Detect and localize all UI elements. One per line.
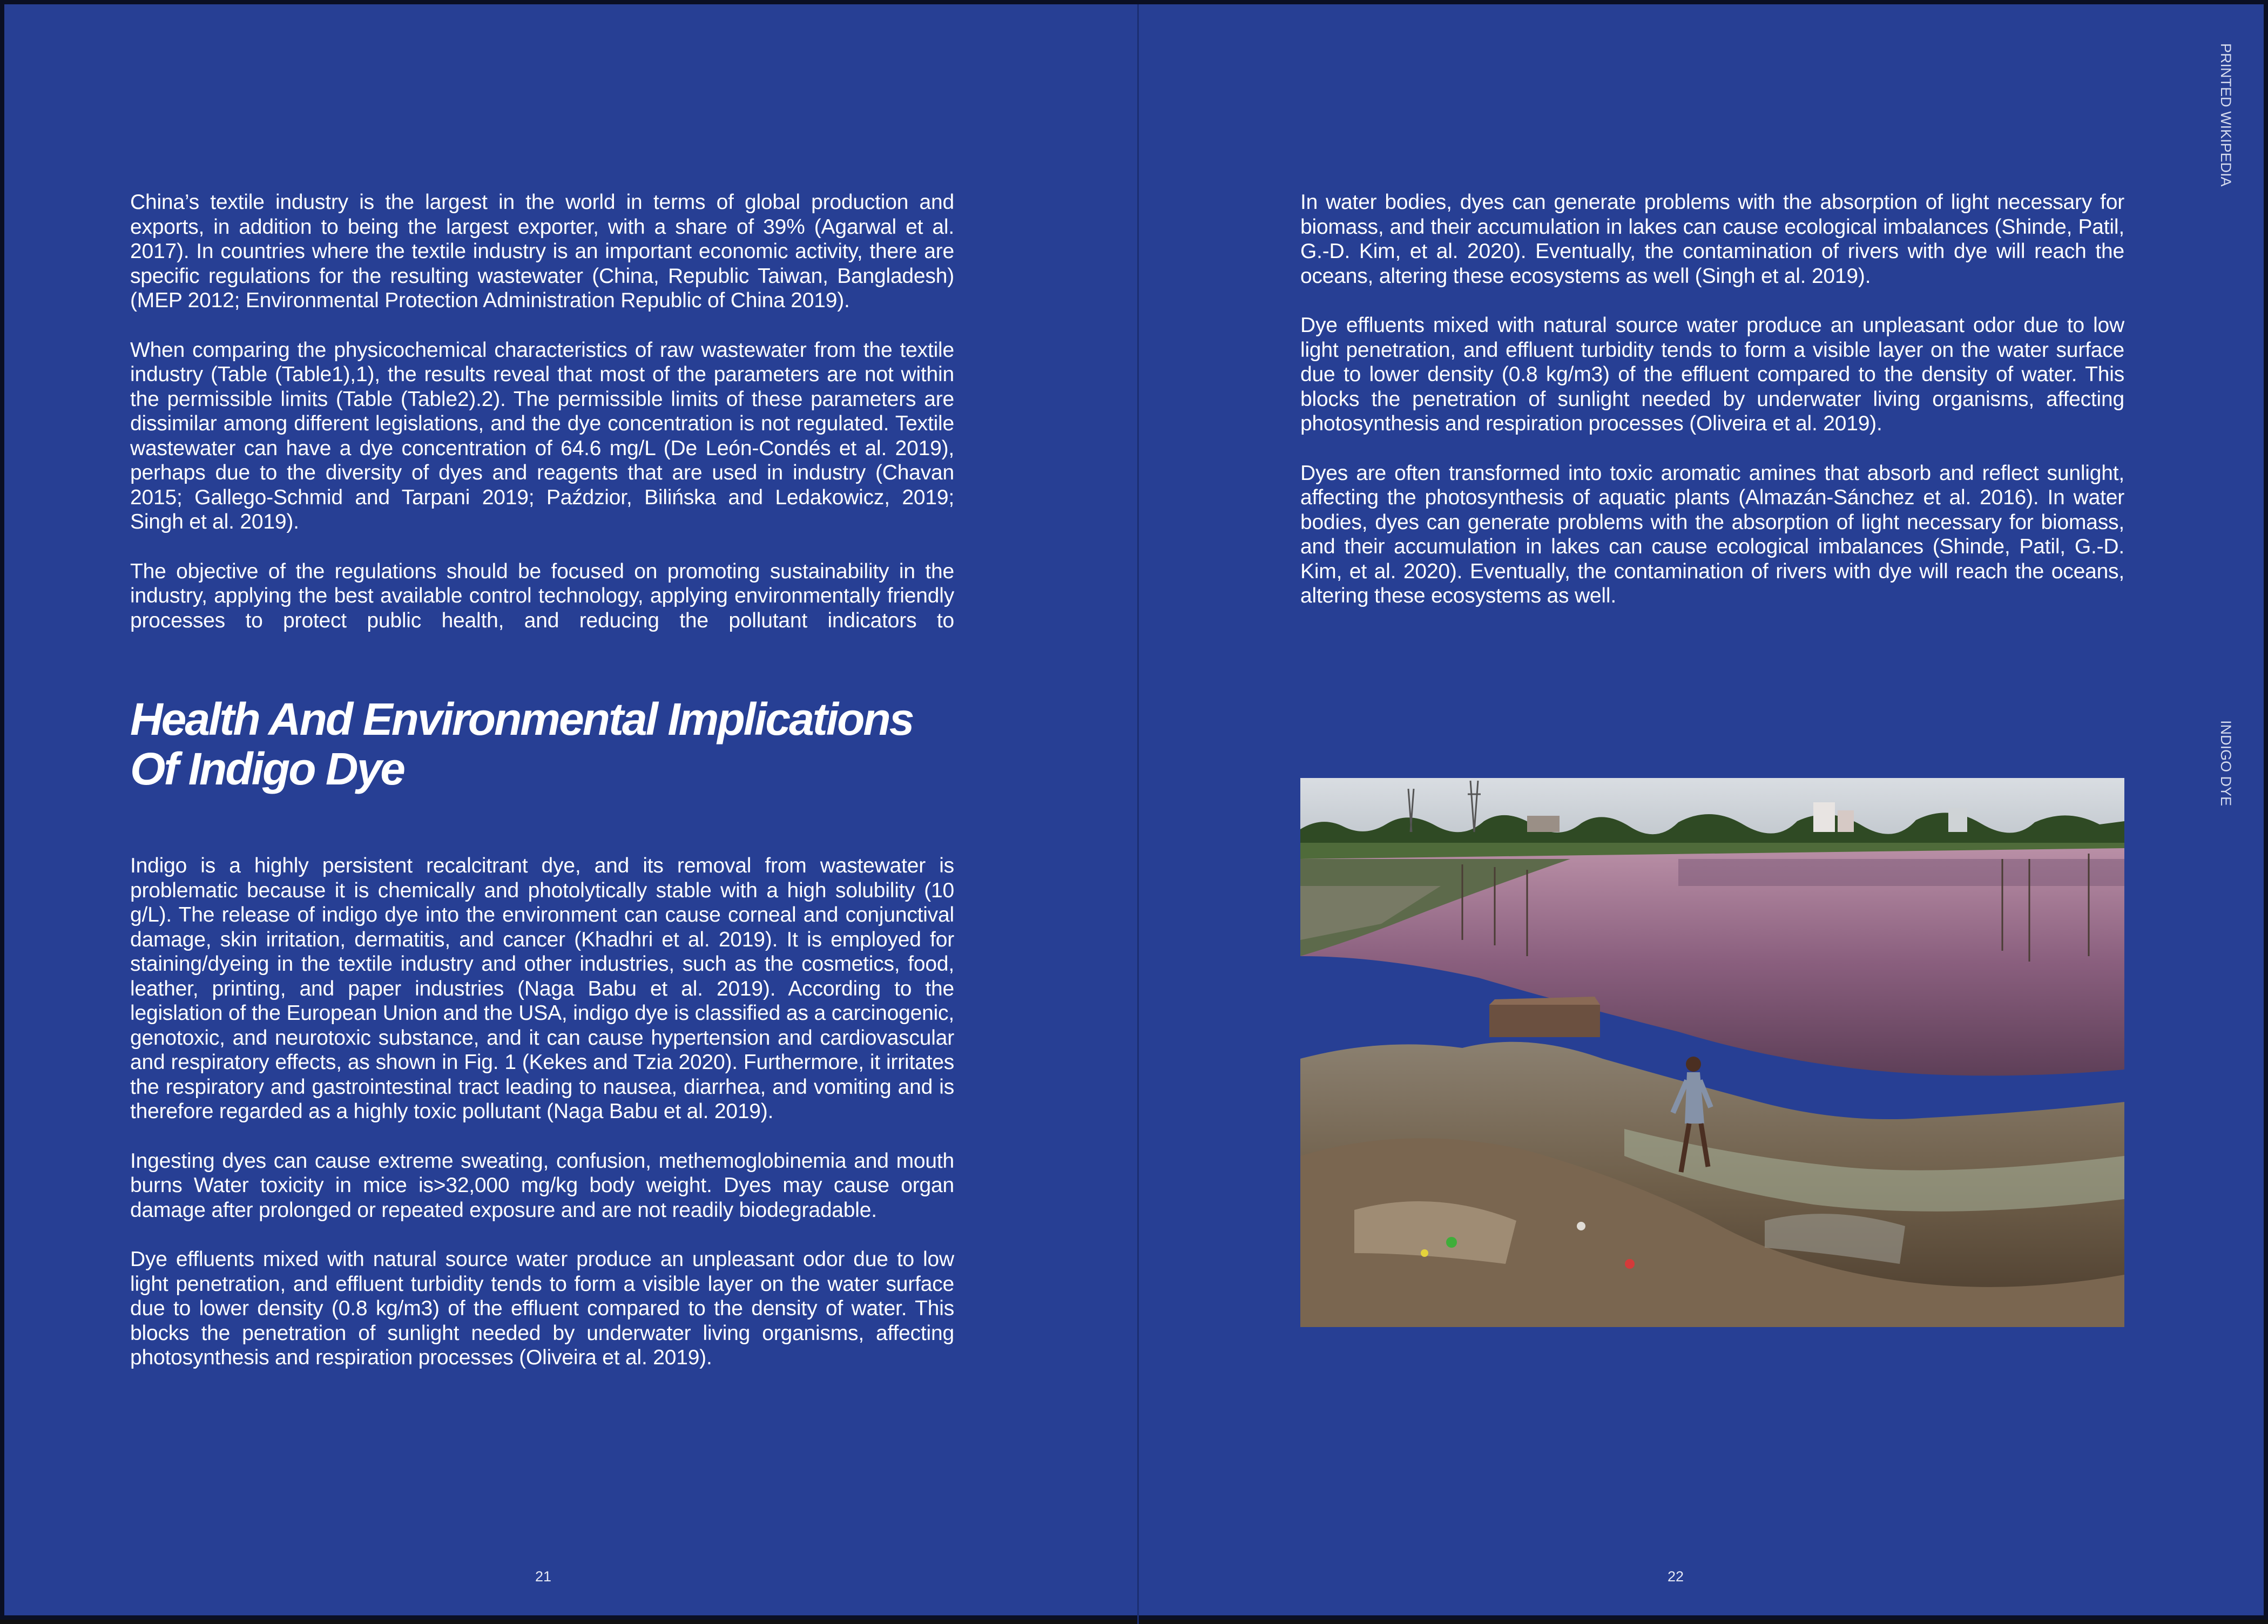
paragraph: In water bodies, dyes can generate problems with the absorption of light necessary for biomass, and their accumulation in lakes can cause ecological imbalances (Shinde, Patil, G.-D. Kim, et al. 2020). Eventually, the contamination of rivers with dye will reach the oceans, altering these ecosystems as well (Singh et al. 2019). xyxy=(1300,191,2124,288)
right-top-text xyxy=(1300,190,2124,633)
paragraph: Dye effluents mixed with natural source water produce an unpleasant odor due to low light penetration, and effluent turbidity tends to form a visible layer on the water surface due to lower density (0.8 kg/m3) of the effluent compared to the density of water. This blocks the penetration of sunlight needed by underwater living organisms, affecting photosynthesis and respiration processes (Oliveira et al. 2019). xyxy=(1300,314,2124,435)
paragraph: The objective of the regulations should be focused on promoting sustainability in the industry, applying the best available control technology, applying environmentally friendly processes to protect public health, and reducing the pollutant indicators to xyxy=(130,559,954,632)
left-top-text xyxy=(130,190,954,658)
left-bottom-text xyxy=(130,854,954,1395)
page-number-left: 21 xyxy=(535,1568,552,1585)
running-head-section: INDIGO DYE xyxy=(2218,720,2234,807)
paragraph: When comparing the physicochemical characteristics of raw wastewater from the textile industry (Table (Table1),1), the results reveal that most of the parameters are not within the permissible limits (Table (Table2).2). The permissible limits of these parameters are dissimilar among different legislations, and the dye concentration is not regulated. Textile wastewater can have a dye concentration of 64.6 mg/L (De León-Condés et al. 2019), perhaps due to the diversity of dyes and reagents that are used in industry (Chavan 2015; Gallego-Schmid and Tarpani 2019; Paździor, Bilińska and Ledakowicz, 2019; Singh et al. 2019). xyxy=(130,338,954,533)
page-number-right: 22 xyxy=(1668,1568,1684,1585)
section-heading xyxy=(130,694,973,794)
paragraph: China’s textile industry is the largest in the world in terms of global production and exports, in addition to being the largest exporter, with a share of 39% (Agarwal et al. 2017). In countries where the textile industry is an important economic activity, there are specific regulations for the resulting wastewater (China, Republic Taiwan, Bangladesh) (MEP 2012; Environmental Protection Administration Republic of China 2019). xyxy=(130,191,954,312)
paragraph: Indigo is a highly persistent recalcitrant dye, and its removal from wastewater is problematic because it is chemically and photolytically stable with a high solubility (10 g/L). The release of indigo dye into the environment can cause corneal and conjunctival damage, skin irritation, dermatitis, and cancer (Khadhri et al. 2019). It is employed for staining/dyeing in the textile industry and other industries, such as the cosmetics, food, leather, printing, and paper industries (Naga Babu et al. 2019). According to the legislation of the European Union and the USA, indigo dye is classified as a carcinogenic, genotoxic, and neurotoxic substance, and it can cause hypertension and cardiovascular and respiratory effects, as shown in Fig. 1 (Kekes and Tzia 2020). Furthermore, it irritates the respiratory and gastrointestinal tract leading to nausea, diarrhea, and vomiting and is therefore regarded as a highly toxic pollutant (Naga Babu et al. 2019). xyxy=(130,854,954,1123)
section-heading-line1: Health And Environmental Implications xyxy=(130,694,913,745)
paragraph: Ingesting dyes can cause extreme sweating, confusion, methemoglobinemia and mouth burns Water toxicity in mice is>32,000 mg/kg body weight. Dyes may cause organ damage after prolonged or repeated exposure and are not readily biodegradable. xyxy=(130,1149,954,1222)
paragraph: Dye effluents mixed with natural source water produce an unpleasant odor due to low light penetration, and effluent turbidity tends to form a visible layer on the water surface due to lower density (0.8 kg/m3) of the effluent compared to the density of water. This blocks the penetration of sunlight needed by underwater living organisms, affecting photosynthesis and respiration processes (Oliveira et al. 2019). xyxy=(130,1248,954,1369)
polluted-lake-photo xyxy=(1300,778,2124,1327)
paragraph: Dyes are often transformed into toxic aromatic amines that absorb and reflect sunlight, affecting the photosynthesis of aquatic plants (Almazán-Sánchez et al. 2016). In water bodies, dyes can generate problems with the absorption of light necessary for biomass, and their accumulation in lakes can cause ecological imbalances (Shinde, Patil, G.-D. Kim, et al. 2020). Eventually, the contamination of rivers with dye will reach the oceans, altering these ecosystems as well. xyxy=(1300,461,2124,607)
running-head-title: PRINTED WIKIPEDIA xyxy=(2218,43,2234,187)
section-heading-line2: Of Indigo Dye xyxy=(130,743,404,794)
page-gutter xyxy=(1137,4,1139,1624)
